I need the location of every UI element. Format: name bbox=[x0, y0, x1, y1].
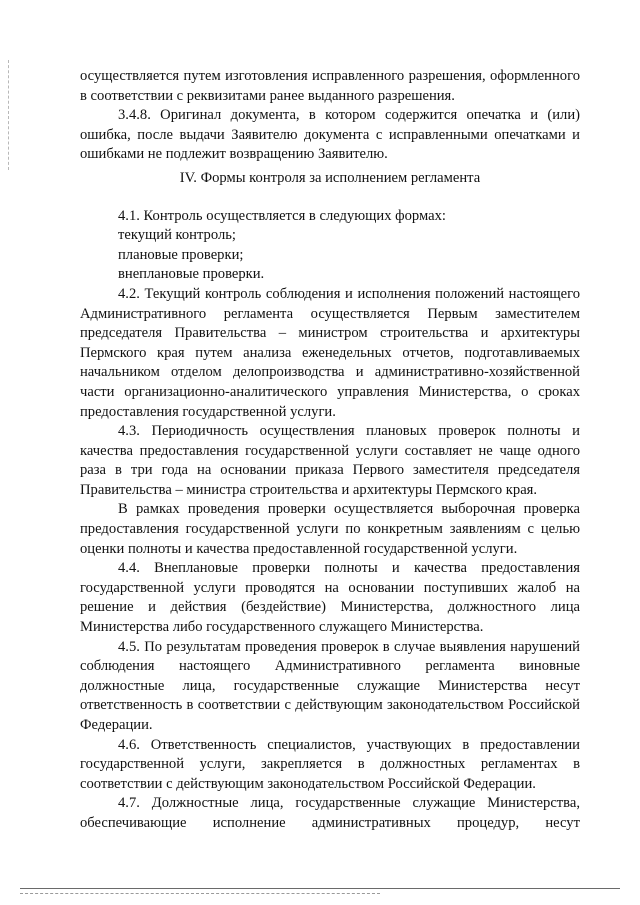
list-item-current-control: текущий контроль; bbox=[118, 227, 236, 244]
scan-edge-dashed-line bbox=[20, 893, 380, 894]
paragraph-4-5: 4.5. По результатам проведения проверок в случае выявления нарушений соблюдения настоящего Административного регламента виновные должностные лица, государственные служащие Министерства несут ответственность в соответствии с действующим законодательством Российской Федерации. bbox=[80, 638, 580, 733]
paragraph-4-1: 4.1. Контроль осуществляется в следующих формах: bbox=[118, 207, 446, 224]
paragraph-continuation: осуществляется путем изготовления исправленного разрешения, оформленного в соответствии с реквизитами ранее выданного разрешения. bbox=[80, 68, 580, 104]
paragraph-4-3-checks: В рамках проведения проверки осуществляется выборочная проверка предоставления государственной услуги по конкретным заявлениям с целью оценки полноты и качества предоставленной государственной услуги. bbox=[80, 501, 580, 557]
paragraph-4-2: 4.2. Текущий контроль соблюдения и исполнения положений настоящего Административного регламента осуществляется Первым заместителем председателя Правительства – министром строительства и архитектуры Пермского края путем анализа еженедельных отчетов, подготавливаемых начальником отделом делопроизводства и административно-хозяйственной части организационно-аналитического управления Министерства, о сроках предоставления государственной услуги. bbox=[80, 285, 580, 420]
paragraph-4-7: 4.7. Должностные лица, государственные служащие Министерства, обеспечивающие исполнение административных процедур, несут bbox=[80, 795, 580, 831]
scan-edge-line bbox=[20, 888, 620, 889]
list-item-planned-checks: плановые проверки; bbox=[118, 246, 244, 263]
paragraph-4-4: 4.4. Внеплановые проверки полноты и качества предоставления государственной услуги проводятся на основании поступивших жалоб на решение и действия (бездействие) Министерства, должностного лица Министерства либо государственного служащего Министерства. bbox=[80, 560, 580, 636]
paragraph-3-4-8: 3.4.8. Оригинал документа, в котором содержится опечатка и (или) ошибка, после выдачи Заявителю документа с исправленными опечатками и ошибками не подлежит возвращению Заявителю. bbox=[80, 107, 580, 163]
paragraph-4-6: 4.6. Ответственность специалистов, участвующих в предоставлении государственной услуги, закрепляется в должностных регламентах в соответствии с действующим законодательством Российской Федерации. bbox=[80, 736, 580, 792]
section-heading: IV. Формы контроля за исполнением регламента bbox=[179, 169, 481, 186]
list-item-unplanned-checks: внеплановые проверки. bbox=[118, 266, 265, 283]
document-body bbox=[80, 67, 580, 834]
paragraph-4-3: 4.3. Периодичность осуществления плановых проверок полноты и качества предоставления государственной услуги составляет не чаще одного раза в три года на основании приказа Первого заместителя председателя Правительства – министра строительства и архитектуры Пермского края. bbox=[80, 423, 580, 498]
binding-marks bbox=[8, 60, 11, 170]
